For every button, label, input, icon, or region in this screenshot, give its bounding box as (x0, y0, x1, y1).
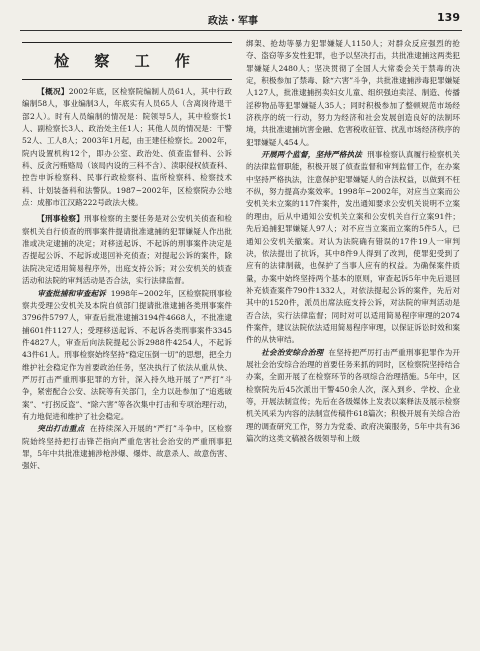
overview-paragraph (22, 86, 232, 209)
criminal-paragraph (22, 213, 232, 287)
governance-subheading: 社会治安综合治理 (261, 347, 324, 357)
supervision-paragraph (246, 149, 460, 347)
page-number: 139 (437, 11, 460, 24)
supervision-text: 刑事检察认真履行检察机关的法律监督职能，积极开展了侦查监督和审判监督工作，在办案中坚持严格执法，注意保护犯罪嫌疑人的合法权益，以做到不枉不纵，努力提高办案效率。1998年~2002年，对应当立案而公安机关未立案的117件案件，发出通知要求公安机关说明不立案的理由，后从中通知公安机关立案和公安机关自行立案91件；先后追捕犯罪嫌疑人97人；对不应当立案而立案的5件5人，已通知公安机关撤案。对认为法院确有错误的17件19人一审判决，依法提出了抗诉，其中8件9人得到了改判，使罪犯受到了应有的法律制裁，也保护了当事人应有的权益。为确保案件质量，办案中始终坚持两个基本的原则，审查起诉5年中先后退回补充侦查案件790件1332人，对依法提起公诉的案件，先后对其中的1520件，派员出席法庭支持公诉，对法院的审判活动是否合法，实行法律监督；同时对可以适用简易程序审理的2074件案件，建议法院依法适用简易程序审理，以保证诉讼时效和案件的从快审结。 (246, 150, 460, 345)
focus-text: 在持续深入开展的“严打”斗争中，区检察院始终坚持把打击锋芒指向严重危害社会治安的严重刑事犯罪，5年中共批准逮捕涉枪涉爆、爆炸、故意杀人、故意伤害、强奸、 (22, 424, 232, 471)
focus-subheading: 突出打击重点 (37, 424, 85, 434)
governance-paragraph (246, 347, 460, 446)
criminal-tag: 【刑事检察】 (37, 214, 84, 224)
review-text: 1998年~2002年，区检察院刑事检察共受理公安机关及本院自侦部门提请批准逮捕各类刑事案件3796件5797人，审查后批准逮捕3194件4668人，不批准逮捕601件1127人；受理移送起诉、不起诉各类刑事案件3345件4827人，审查后向法院提起公诉2988件4254人，不起诉43件61人。刑事检察始终坚持“稳定压倒一切”的思想，把全力维护社会稳定作为首要政治任务，坚决执行了依法从重从快、严厉打击严重刑事犯罪的方针，深入持久地开展了“严打”斗争，紧密配合公安、法院等有关部门，全力以赴参加了“追逃破案”、“打拐反盗”、“除六害”等各次集中打击和专项治理行动，有力地促进和维护了社会稳定。 (22, 288, 232, 421)
continued-paragraph: 绑架、抢劫等暴力犯罪嫌疑人1150人；对群众反应强烈的抢夺、盗窃等多发性犯罪，也予以坚决打击，共批准逮捕这两类犯罪嫌疑人2480人；坚决贯彻了全国人大常委会关于禁毒的决定，积极参加了禁毒、除“六害”斗争，共批准逮捕涉毒犯罪嫌疑人127人，批准逮捕拐卖妇女儿童、组织强迫卖淫、制造、传播淫秽物品等犯罪嫌疑人35人；同时积极参加了整顿规范市场经济秩序的统一行动，努力为经济和社会发展创造良好的法制环境，共批准逮捕坑害金融、危害税收征管、扰乱市场经济秩序的犯罪嫌疑人454人。 (246, 39, 460, 147)
review-subheading: 审查批捕和审查起诉 (37, 288, 106, 298)
focus-paragraph (22, 423, 232, 472)
supervision-subheading: 开展两个监督，坚持严格执法 (261, 150, 362, 160)
article-title: 检 察 工 作 (22, 42, 232, 80)
review-paragraph (22, 288, 232, 424)
page-header (20, 8, 462, 31)
governance-text: 在坚持把严厉打击严重刑事犯罪作为开展社会治安综合治理的首要任务来抓的同时，区检察院坚持结合办案，全面开展了在检察环节的各项综合治理措施。5年中，区检察院先后45次派出干警450余人次，深入到乡、学校、企业等，开展法制宣传；先后在各级媒体上发表以案释法及展示检察机关风采为内容的法制宣传稿件618篇次；积极开展有关综合治理的调查研究工作，努力为党委、政府决策服务，5年中共有36篇次的这类文稿被各级领导和上级 (246, 347, 460, 443)
left-column (22, 38, 232, 638)
section-title: 政法・军事 (208, 16, 258, 27)
criminal-text: 刑事检察的主要任务是对公安机关侦查和检察机关自行侦查的刑事案件提请批准逮捕的犯罪嫌疑人作出批准或决定逮捕的决定；对移送起诉、不起诉的刑事案件决定是否提起公诉、不起诉或退回补充侦查；对提起公诉的案件，除法院决定适用简易程序外，出庭支持公诉；对公安机关的侦查活动和法院的审判活动是否合法，实行法律监督。 (22, 214, 232, 286)
overview-tag: 【概况】 (37, 87, 69, 96)
right-column (246, 38, 460, 648)
overview-text: 2002年底，区检察院编制人员61人，其中行政编制58人，事业编制3人，年底实有人员65人（含离岗待退干部2人）。时有人员编制的情况是：院领导5人，其中检察长1人、副检察长3人、政治处主任1人；其他人员的情况是：干警52人、工人8人；2003年1月起，由王建任检察长。2002年，院内设置机构12个，即办公室、政治处、侦查监督科、公诉科、反贪污贿赂局（该局内设的三科不含）、渎职侵权侦查科、控告申诉检察科、民事行政检察科、监所检察科、检察技术科、计划装备科和法警队。1987~2002年，区检察院办公地点：成都市江汉路222号政法大楼。 (22, 87, 232, 208)
